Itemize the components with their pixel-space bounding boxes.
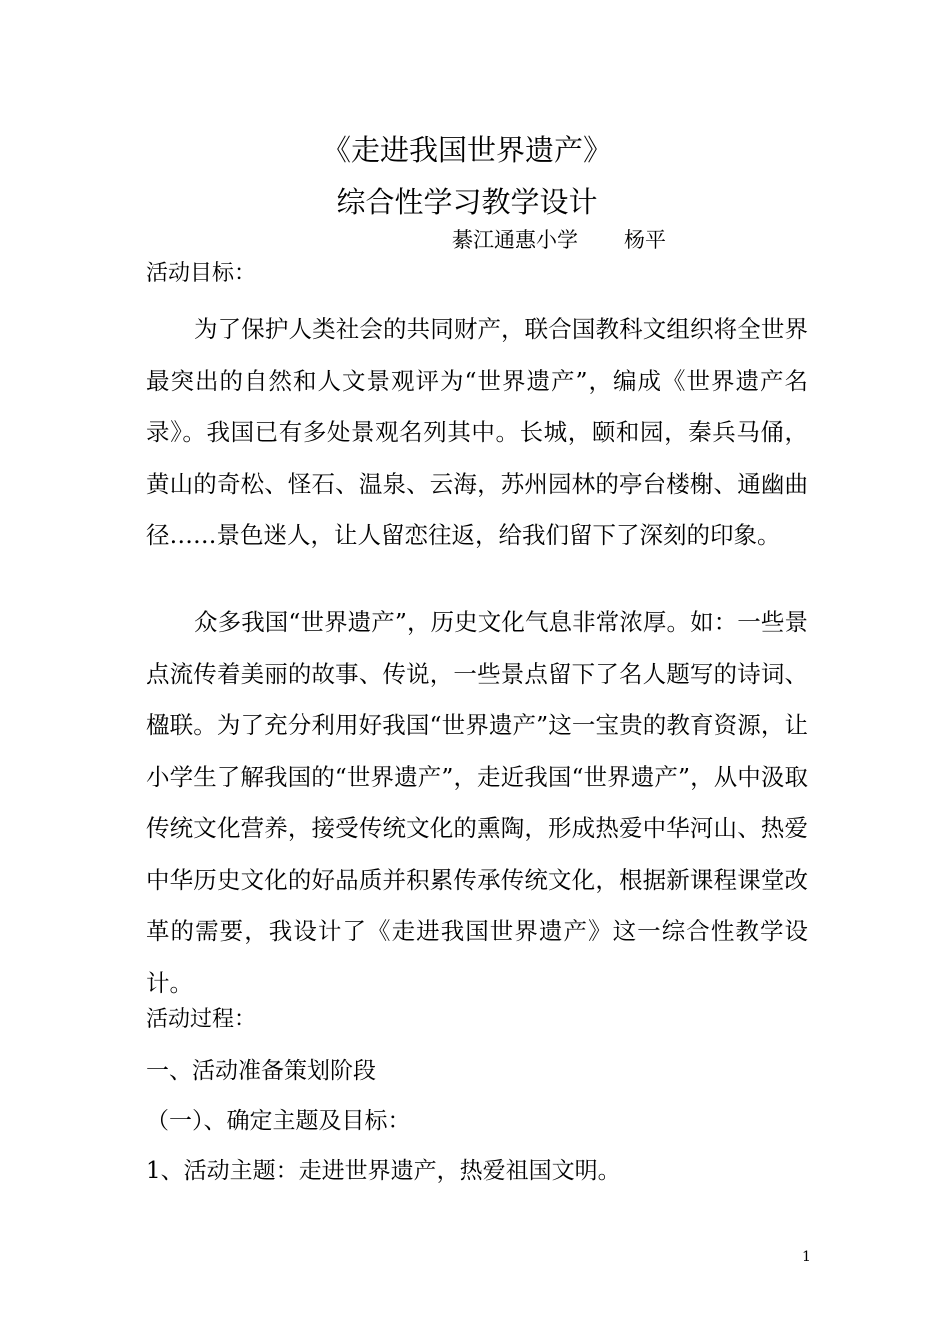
author-line: [452, 224, 666, 256]
author-name: 杨平: [624, 228, 666, 252]
document-subtitle: 综合性学习教学设计: [336, 185, 598, 219]
heading-activity-process: 活动过程：: [146, 1007, 257, 1032]
paragraph-goals-2: 众多我国“世界遗产”，历史文化气息非常浓厚。如：一些景点流传着美丽的故事、传说，一些景点留下了名人题写的诗词、楹联。为了充分利用好我国“世界遗产”这一宝贵的教育资源，让小学生了解我国的“世界遗产”，走近我国“世界遗产”，从中汲取传统文化营养，接受传统文化的熏陶，形成热爱中华河山、热爱中华历史文化的好品质并积累传承传统文化，根据新课程课堂改革的需要，我设计了《走进我国世界遗产》这一综合性教学设计。: [146, 608, 808, 997]
author-school: 綦江通惠小学: [452, 228, 578, 252]
heading-activity-goals: 活动目标：: [146, 261, 257, 286]
list-item-1: 1、活动主题：走进世界遗产，热爱祖国文明。: [146, 1158, 621, 1184]
paragraph-goals-1: 为了保护人类社会的共同财产，联合国教科文组织将全世界最突出的自然和人文景观评为“世界遗产”，编成《世界遗产名录》。我国已有多处景观名列其中。长城，颐和园，秦兵马俑，黄山的奇松、怪石、温泉、云海，苏州园林的亭台楼榭、通幽曲径……景色迷人，让人留恋往返，给我们留下了深刻的印象。: [146, 315, 808, 549]
subsection-heading-1: （一）、确定主题及目标：: [146, 1108, 411, 1134]
section-heading-1: 一、活动准备策划阶段: [146, 1058, 376, 1084]
page-number: 1: [802, 1249, 811, 1265]
document-title: 《走进我国世界遗产》: [321, 133, 612, 167]
